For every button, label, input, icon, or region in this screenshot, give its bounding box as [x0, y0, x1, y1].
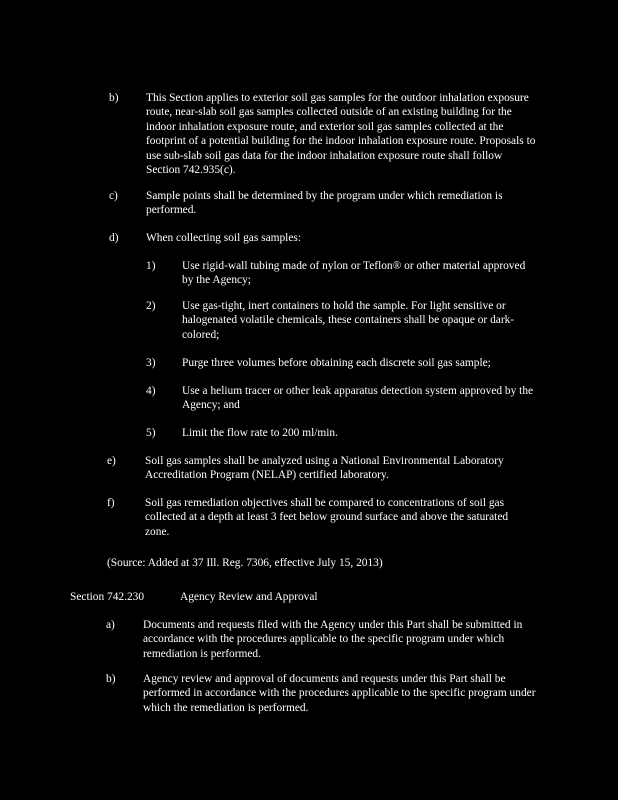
- subsection-label: f): [107, 497, 115, 509]
- subsection-label: d): [109, 232, 119, 244]
- subsection-label: b): [109, 92, 119, 104]
- subsection-label: b): [106, 673, 116, 685]
- subsection-label: a): [106, 619, 115, 631]
- subsection-text: Soil gas remediation objectives shall be compared to concentrations of soil gas collected at a depth at least 3 feet below ground surface and above the saturated zone.: [145, 497, 509, 538]
- paragraph-label: 3): [146, 357, 156, 369]
- paragraph-text: Use rigid-wall tubing made of nylon or Teflon® or other material approved by the Agency;: [182, 260, 526, 287]
- paragraph-text: Limit the flow rate to 200 ml/min.: [182, 427, 338, 439]
- paragraph-label: 1): [146, 260, 156, 272]
- source-note: (Source: Added at 37 Ill. Reg. 7306, effective July 15, 2013): [107, 557, 383, 569]
- subsection-text: Documents and requests filed with the Agency under this Part shall be submitted in accordance with the procedures applicable to the specific program under which remediation is performed.: [143, 619, 523, 660]
- subsection-label: c): [109, 190, 118, 202]
- section-number: Section 742.230: [70, 591, 145, 603]
- subsection-text: Agency review and approval of documents and requests under this Part shall be performed in accordance with the procedures applicable to the specific program under which the remediation is performed.: [143, 673, 536, 714]
- paragraph-text: Purge three volumes before obtaining each discrete soil gas sample;: [182, 357, 491, 369]
- paragraph-text: Use gas-tight, inert containers to hold the sample. For light sensitive or halogenated volatile chemicals, these containers shall be opaque or dark-colored;: [182, 300, 515, 341]
- section-title: Agency Review and Approval: [180, 591, 318, 603]
- subsection-text: Soil gas samples shall be analyzed using a National Environmental Laboratory Accreditation Program (NELAP) certified laboratory.: [145, 455, 504, 482]
- paragraph-label: 4): [146, 385, 156, 397]
- subsection-text: Sample points shall be determined by the program under which remediation is performed.: [146, 190, 503, 217]
- paragraph-label: 5): [146, 427, 156, 439]
- paragraph-label: 2): [146, 300, 156, 312]
- subsection-label: e): [107, 455, 116, 467]
- paragraph-text: Use a helium tracer or other leak apparatus detection system approved by the Agency; and: [182, 385, 534, 412]
- subsection-text: This Section applies to exterior soil gas samples for the outdoor inhalation exposure route, near-slab soil gas samples collected outside of an existing building for the indoor inhalation exposure route, and exterior soil gas samples collected at the footprint of a potential building for the indoor inhalation exposure route. Proposals to use sub-slab soil gas data for the indoor inhalation exposure route shall follow Section 742.935(c).: [146, 92, 536, 177]
- subsection-text: When collecting soil gas samples:: [146, 232, 302, 244]
